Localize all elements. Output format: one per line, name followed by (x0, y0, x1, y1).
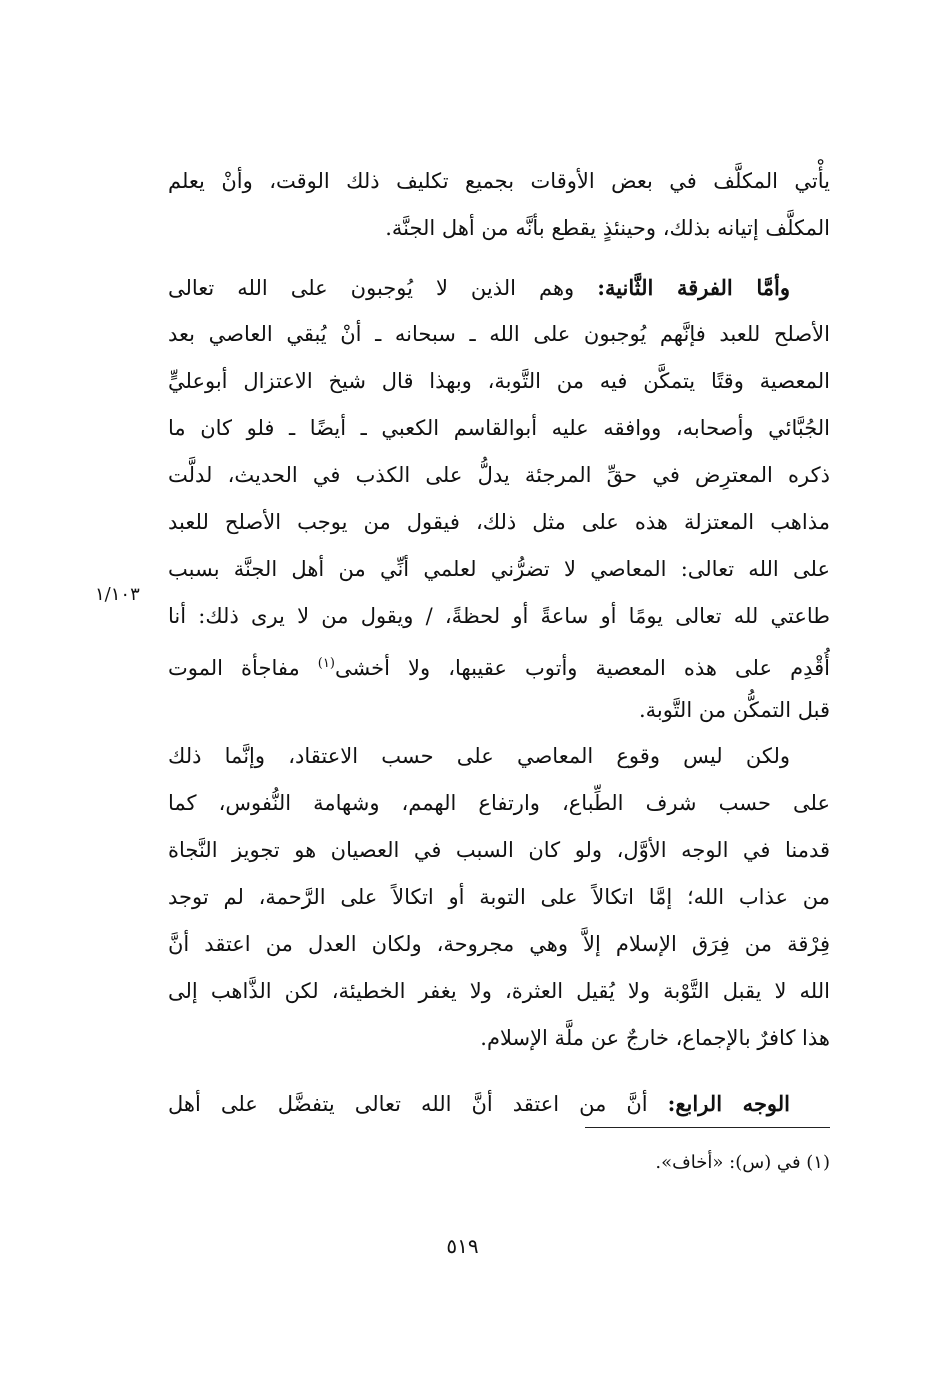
footnote-separator (585, 1127, 830, 1128)
text-line: ذكره المعترِض في حقِّ المرجئة يدلُّ على الكذب في الحديث، لدلَّت (168, 463, 830, 487)
text-run: مفاجأة الموت (168, 656, 300, 680)
text-line: قدمنا في الوجه الأوَّل، ولو كان السبب في العصيان هو تجويز النَّجاة (168, 838, 830, 862)
text-line: على الله تعالى: المعاصي لا تضرُّني لعلمي أنِّي من أهل الجنَّة بسبب (168, 557, 830, 581)
text-line (168, 264, 830, 311)
paragraph-3 (168, 733, 830, 1062)
paragraph-2 (168, 264, 830, 734)
text-line: المكلَّف إتيانه بذلك، وحينئذٍ يقطع بأنَّه من أهل الجنَّة. (385, 216, 830, 240)
text-line: من عذاب الله؛ إمَّا اتكالاً على التوبة أو اتكالاً على الرَّحمة، لم توجد (168, 885, 830, 909)
text-line: الأصلح للعبد فإنَّهم يُوجبون على الله ـ سبحانه ـ أنْ يُبقي العاصي بعد (168, 322, 830, 346)
footnote: (١) في (س): «أخاف». (655, 1152, 830, 1173)
text-line: على حسب شرف الطِّباع، وارتفاع الهمم، وشهامة النُّفوس، كما (168, 791, 830, 815)
text-line (168, 1080, 830, 1127)
text-line: هذا كافرٌ بالإجماع، خارجٌ عن ملَّة الإسلام. (480, 1026, 830, 1050)
text-line: الجُبَّائي وأصحابه، ووافقه عليه أبوالقاسم الكعبي ـ أيضًا ـ فلو كان ما (168, 416, 830, 440)
text-line: يأْتي المكلَّف في بعض الأوقات بجميع تكليف ذلك الوقت، وأنْ يعلم (168, 169, 830, 193)
text-run: أنَّ من اعتقد أنَّ الله تعالى يتفضَّل على أهل (168, 1092, 648, 1116)
text-line: مذاهب المعتزلة هذه على مثل ذلك، فيقول من يوجب الأصلح للعبد (168, 510, 830, 534)
text-run: وهم الذين لا يُوجبون على الله تعالى (168, 276, 575, 300)
section-heading: وأمَّا الفرقة الثَّانية: (597, 275, 790, 300)
text-line (168, 640, 830, 687)
paragraph-1 (168, 158, 830, 252)
margin-page-reference: ١/١٠٣ (95, 584, 140, 605)
text-line: الله لا يقبل التَّوْبة ولا يُقيل العثرة، ولا يغفر الخطيئة، لكن الذَّاهب إلى (168, 979, 830, 1003)
section-heading: الوجه الرابع: (667, 1091, 791, 1116)
text-line: المعصية وقتًا يتمكَّن فيه من التَّوبة، وبهذا قال شيخ الاعتزال أبوعليٍّ (168, 369, 830, 393)
paragraph-4 (168, 1080, 830, 1127)
text-run: أُقْدِم على هذه المعصية وأتوب عقيبها، ولا أخشى (334, 656, 830, 680)
footnote-reference: (١) (317, 656, 335, 671)
text-line: طاعتي لله تعالى يومًا أو ساعةً أو لحظةً، / ويقول من لا يرى ذلك: أنا (168, 604, 830, 628)
text-line: فِرْقة من فِرَق الإسلام إلاَّ وهي مجروحة، ولكان العدل من اعتقد أنَّ (168, 932, 830, 956)
text-line: ولكن ليس وقوع المعاصي على حسب الاعتقاد، وإنَّما ذلك (168, 744, 790, 768)
page-number: ٥١٩ (446, 1234, 479, 1258)
text-line: قبل التمكُّن من التَّوبة. (638, 698, 830, 722)
